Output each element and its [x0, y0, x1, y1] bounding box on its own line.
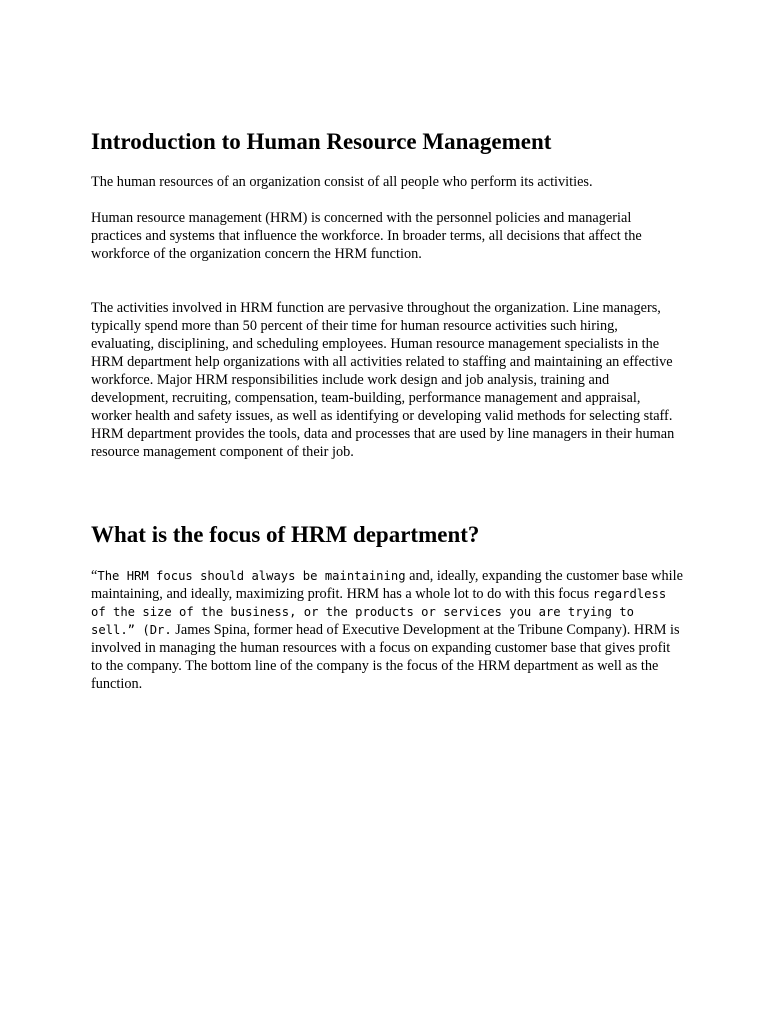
heading-hrm-focus: What is the focus of HRM department? — [91, 522, 480, 547]
paragraph-hrm-focus — [91, 567, 683, 693]
quote-text-run-3: regardless of the size of the business, or the products or services you are trying to sell.” (Dr. — [91, 587, 667, 637]
paragraph-human-resources: The human resources of an organization consist of all people who perform its activities. — [91, 174, 593, 190]
quote-open-mark: “ — [91, 568, 98, 584]
quote-text-run-2: and, ideally, expanding the customer base while maintaining, and ideally, maximizing profit. HRM has a whole lot to do with this focus — [91, 568, 683, 602]
paragraph-hrm-activities: The activities involved in HRM function are pervasive throughout the organization. Line managers, typically spend more than 50 percent of their time for human resource activities such hiring, evaluating, disciplining, and scheduling employees. Human resource management specialists in the HRM department help organizations with all activities related to staffing and maintaining an effective workforce. Major HRM responsibilities include work design and job analysis, training and development, recruiting, compensation, team-building, performance management and appraisal, worker health and safety issues, as well as identifying or developing valid methods for selecting staff. HRM department provides the tools, data and processes that are used by line managers in their human resource management component of their job. — [91, 300, 675, 460]
quote-attribution-text: James Spina, former head of Executive Development at the Tribune Company). HRM is involved in managing the human resources with a focus on expanding customer base that gives profit to the company. The bottom line of the company is the focus of the HRM department as well as the function. — [91, 622, 680, 692]
quote-text-run-1: The HRM focus should always be maintaining — [97, 569, 406, 583]
paragraph-hrm-definition: Human resource management (HRM) is concerned with the personnel policies and managerial practices and systems that influence the workforce. In broader terms, all decisions that affect the workforce of the organization concern the HRM function. — [91, 210, 642, 262]
heading-introduction: Introduction to Human Resource Management — [91, 129, 552, 154]
